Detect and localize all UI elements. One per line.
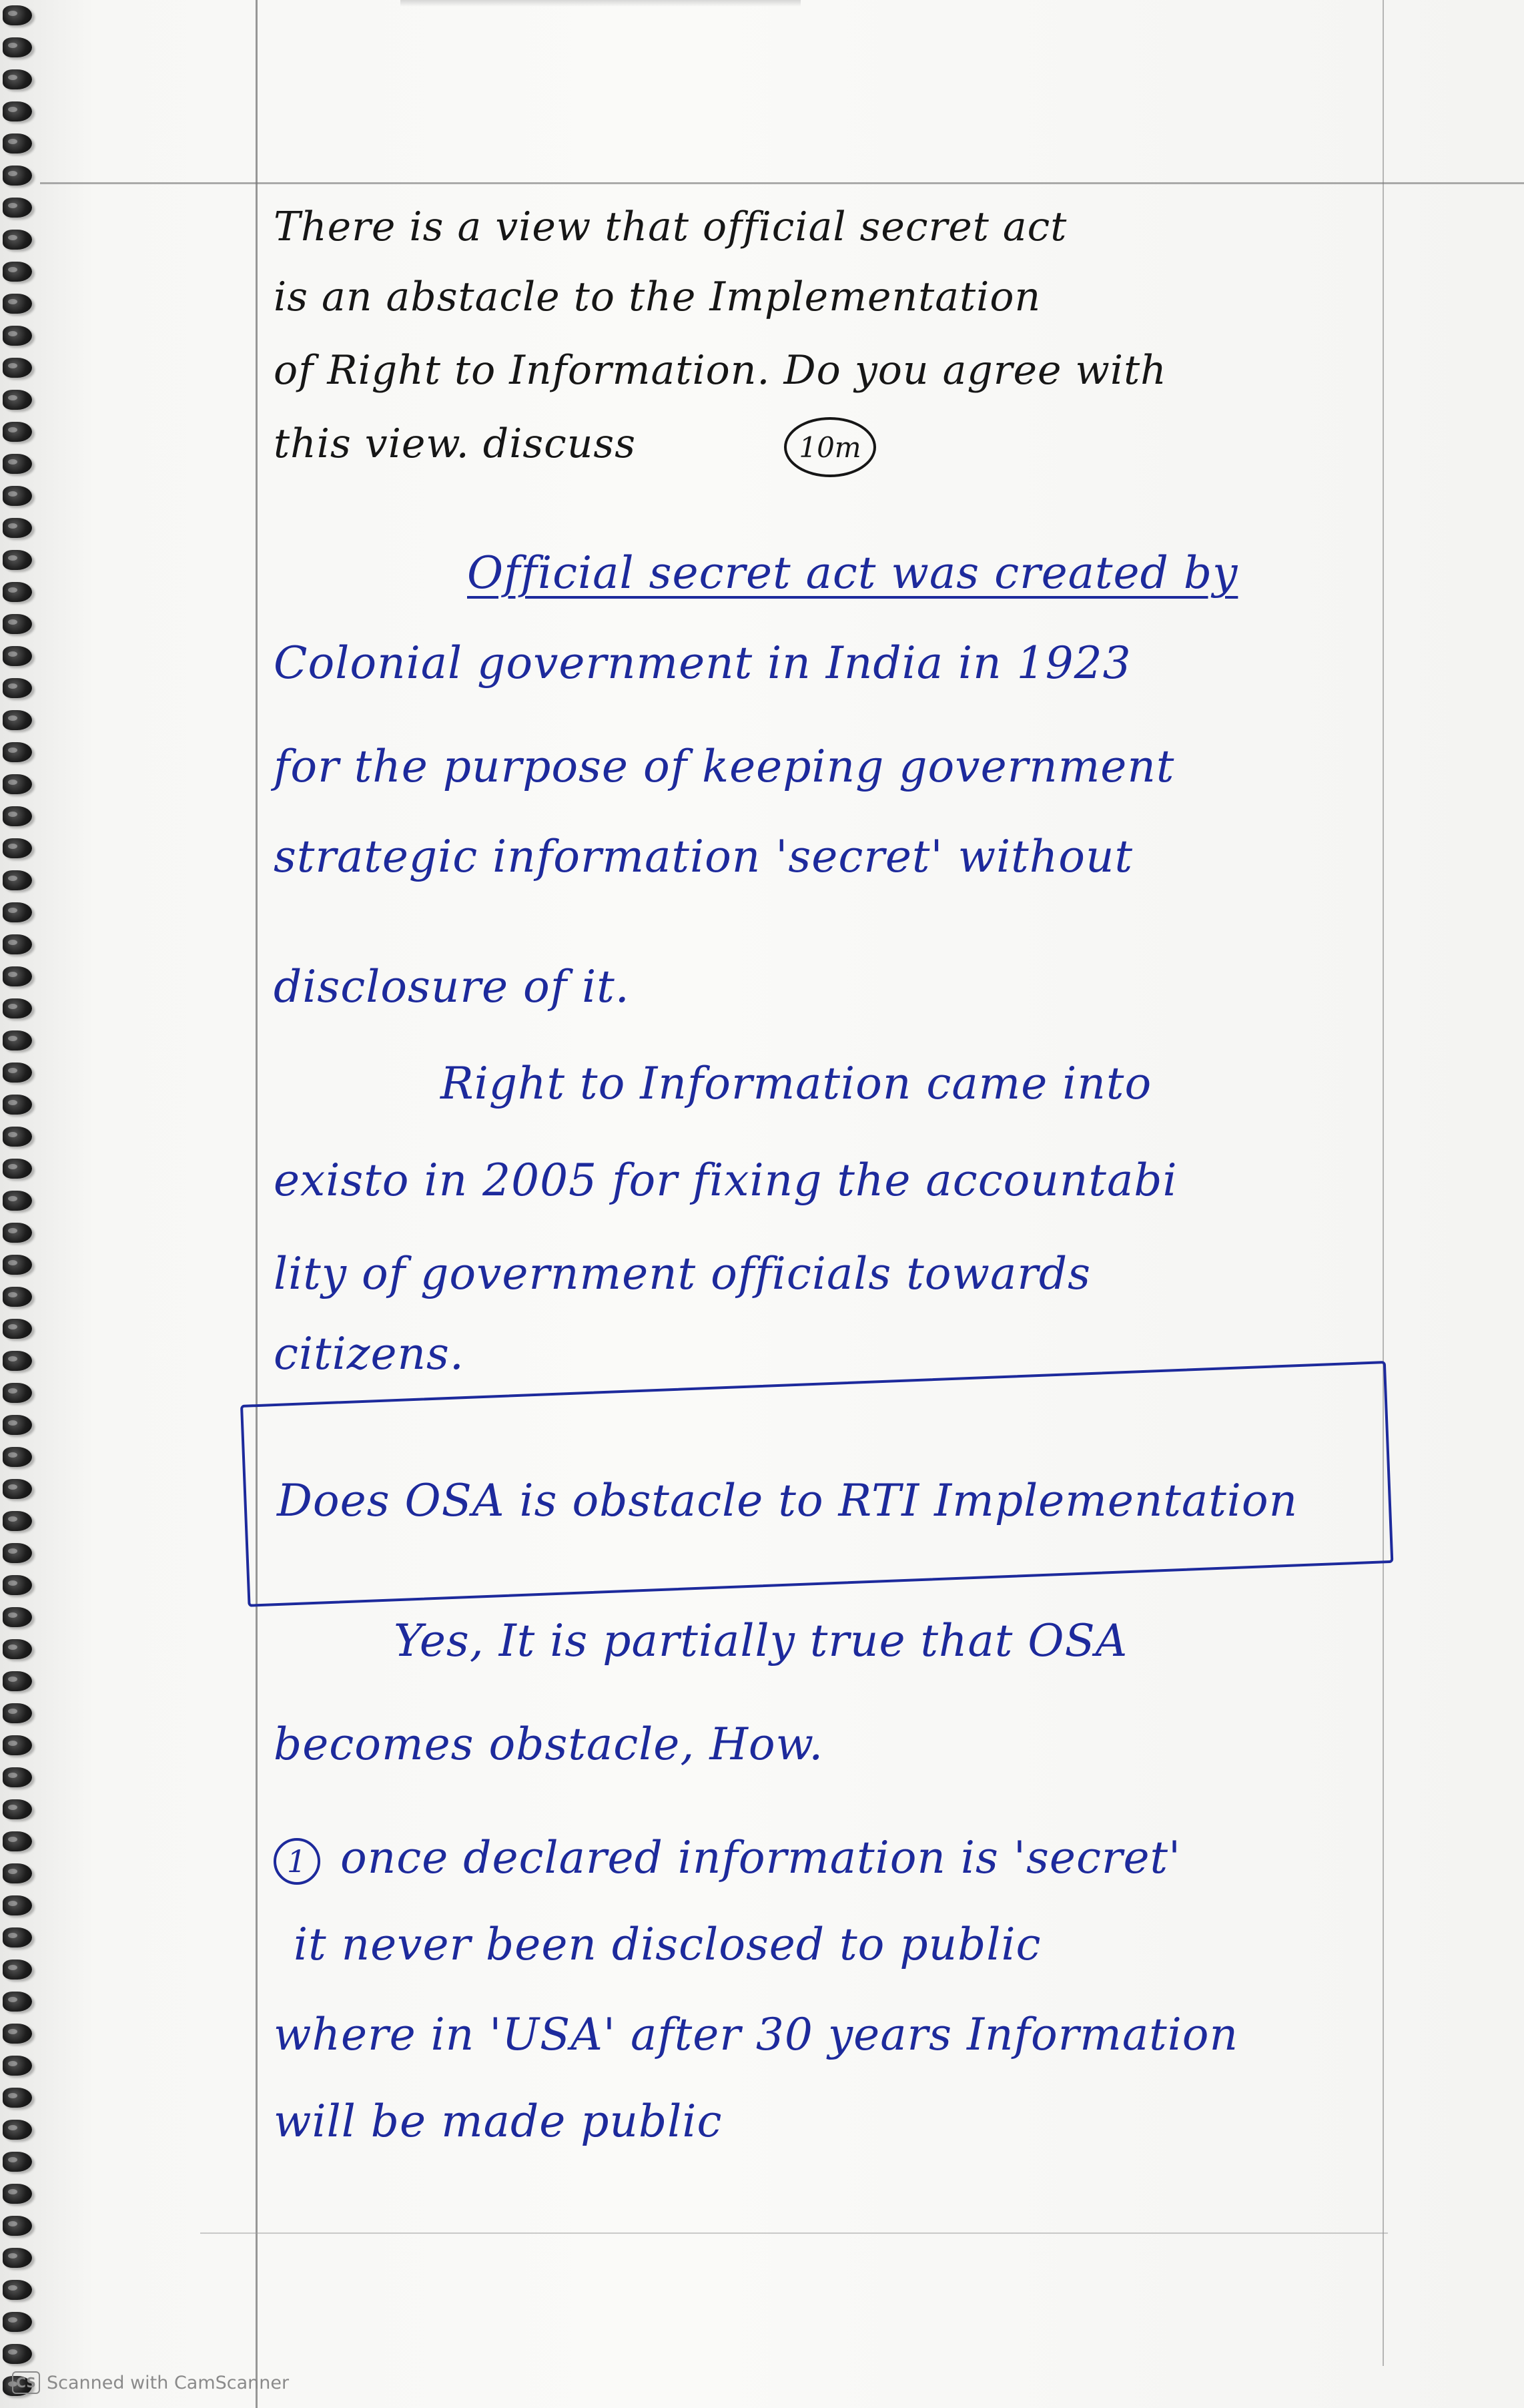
- p3-line-2: becomes obstacle, How.: [274, 1719, 824, 1770]
- spiral-ring: [3, 678, 32, 698]
- scanner-footer: [12, 2371, 289, 2394]
- spiral-ring: [3, 166, 32, 186]
- p1-line-5: disclosure of it.: [274, 961, 630, 1012]
- spiral-ring: [3, 1607, 32, 1627]
- point-1-line-4: will be made public: [274, 2096, 723, 2147]
- spiral-ring: [3, 1639, 32, 1659]
- spiral-ring: [3, 486, 32, 506]
- spiral-ring: [3, 1479, 32, 1499]
- spiral-ring: [3, 1447, 32, 1467]
- spiral-ring: [3, 1095, 32, 1115]
- spiral-ring: [3, 1319, 32, 1339]
- p2-line-2: existo in 2005 for fixing the accountabi: [274, 1155, 1178, 1206]
- spiral-ring: [3, 2280, 32, 2300]
- spiral-ring: [3, 2248, 32, 2268]
- spiral-ring: [3, 1287, 32, 1307]
- spiral-ring: [3, 1351, 32, 1371]
- top-bleed-through: [400, 0, 801, 7]
- spiral-ring: [3, 934, 32, 954]
- spiral-ring: [3, 5, 32, 25]
- spiral-ring: [3, 1927, 32, 1947]
- p3-line-1: Yes, It is partially true that OSA: [394, 1615, 1128, 1667]
- spiral-ring: [3, 1063, 32, 1083]
- spiral-ring: [3, 2088, 32, 2108]
- spiral-ring: [3, 2312, 32, 2332]
- spiral-ring: [3, 390, 32, 410]
- spiral-ring: [3, 2216, 32, 2236]
- spiral-ring: [3, 646, 32, 666]
- spiral-ring: [3, 1992, 32, 2012]
- p1-line-2: Colonial government in India in 1923: [274, 637, 1132, 689]
- spiral-ring: [3, 2152, 32, 2172]
- spiral-ring: [3, 2184, 32, 2204]
- spiral-ring: [3, 1030, 32, 1050]
- spiral-ring: [3, 454, 32, 474]
- point-1-line-1: [274, 1832, 1368, 1885]
- spiral-ring: [3, 1223, 32, 1243]
- top-rule-line: [40, 182, 1524, 184]
- spiral-ring: [3, 1863, 32, 1883]
- spiral-ring: [3, 1767, 32, 1787]
- spiral-ring: [3, 966, 32, 986]
- question-line-3: of Right to Information. Do you agree with: [274, 347, 1167, 394]
- spiral-ring: [3, 838, 32, 858]
- bottom-rule-line: [200, 2232, 1388, 2234]
- spiral-ring: [3, 1735, 32, 1755]
- spiral-ring: [3, 1255, 32, 1275]
- marks-badge: 10m: [784, 417, 876, 477]
- question-line-1: There is a view that official secret act: [274, 204, 1068, 250]
- spiral-ring: [3, 742, 32, 762]
- p2-line-1: Right to Information came into: [440, 1058, 1152, 1109]
- spiral-ring: [3, 1960, 32, 1980]
- p1-line-1: [467, 547, 1524, 599]
- spiral-ring: [3, 262, 32, 282]
- point-1-text: once declared information is 'secret': [340, 1832, 1182, 1883]
- spiral-ring: [3, 902, 32, 922]
- spiral-ring: [3, 1383, 32, 1403]
- spiral-ring: [3, 1895, 32, 1915]
- camscanner-logo: CS: [12, 2371, 40, 2394]
- spiral-binding: [0, 0, 60, 2408]
- spiral-ring: [3, 806, 32, 826]
- boxed-heading: Does OSA is obstacle to RTI Implementation: [277, 1475, 1298, 1526]
- p1-line-4: strategic information 'secret' without: [274, 831, 1133, 882]
- p2-line-3: lity of government officials towards: [274, 1248, 1092, 1299]
- p2-line-4: citizens.: [274, 1328, 464, 1380]
- spiral-ring: [3, 2056, 32, 2076]
- spiral-ring: [3, 582, 32, 602]
- spiral-ring: [3, 614, 32, 634]
- point-1-line-2: it never been disclosed to public: [294, 1919, 1042, 1970]
- spiral-ring: [3, 550, 32, 570]
- spiral-ring: [3, 37, 32, 57]
- point-number-circle: 1: [274, 1838, 320, 1885]
- point-1-line-3: where in 'USA' after 30 years Information: [274, 2009, 1239, 2060]
- spiral-ring: [3, 1159, 32, 1179]
- spiral-ring: [3, 294, 32, 314]
- spiral-ring: [3, 69, 32, 89]
- margin-line: [256, 0, 258, 2408]
- spiral-ring: [3, 326, 32, 346]
- spiral-ring: [3, 710, 32, 730]
- scanner-footer-text: Scanned with CamScanner: [47, 2372, 290, 2393]
- spiral-ring: [3, 2120, 32, 2140]
- spiral-ring: [3, 1543, 32, 1563]
- spiral-ring: [3, 358, 32, 378]
- spiral-ring: [3, 422, 32, 442]
- spiral-ring: [3, 1127, 32, 1147]
- spiral-ring: [3, 1703, 32, 1723]
- spiral-ring: [3, 1671, 32, 1691]
- spiral-ring: [3, 1511, 32, 1531]
- question-line-4: this view. discuss: [274, 420, 636, 467]
- spiral-ring: [3, 774, 32, 794]
- spiral-ring: [3, 1831, 32, 1851]
- spiral-ring: [3, 518, 32, 538]
- spiral-ring: [3, 1191, 32, 1211]
- spiral-ring: [3, 230, 32, 250]
- p1-line-3: for the purpose of keeping government: [274, 741, 1175, 792]
- spiral-ring: [3, 1575, 32, 1595]
- spiral-ring: [3, 101, 32, 121]
- spiral-ring: [3, 133, 32, 154]
- spiral-ring: [3, 2344, 32, 2364]
- spiral-ring: [3, 2024, 32, 2044]
- question-line-2: is an abstacle to the Implementation: [274, 274, 1042, 320]
- right-margin-line: [1383, 0, 1384, 2366]
- spiral-ring: [3, 1415, 32, 1435]
- spiral-ring: [3, 870, 32, 890]
- spiral-ring: [3, 998, 32, 1018]
- p1-line-1-text: Official secret act was created by: [467, 547, 1238, 599]
- spiral-ring: [3, 1799, 32, 1819]
- spiral-ring: [3, 198, 32, 218]
